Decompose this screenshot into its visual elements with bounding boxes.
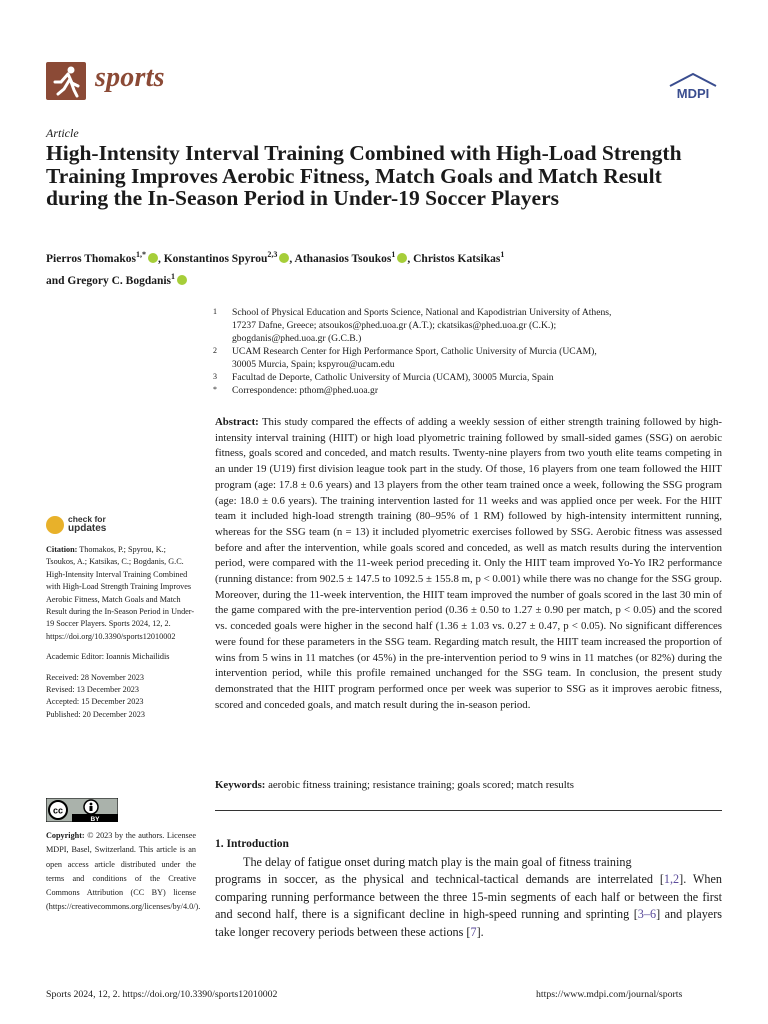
journal-name: sports	[95, 62, 165, 93]
footer-citation: Sports 2024, 12, 2. https://doi.org/10.3390/sports12010002	[46, 989, 278, 1000]
author-affiliation-mark: 2,3	[267, 250, 278, 259]
citation-link[interactable]: 3–6	[637, 907, 657, 921]
abstract-label: Abstract:	[215, 416, 259, 428]
orcid-icon[interactable]	[397, 253, 407, 263]
cc-by-label: BY	[90, 816, 100, 822]
date-published: Published: 20 December 2023	[46, 709, 145, 719]
check-for-updates-button[interactable]	[46, 514, 176, 536]
affiliation-line: gbogdanis@phed.uoa.gr (G.C.B.)	[232, 333, 362, 344]
affiliation-line: 30005 Murcia, Spain; kspyrou@ucam.edu	[232, 359, 395, 370]
mdpi-logo-icon	[666, 72, 720, 102]
affiliation-line: 17237 Dafne, Greece; atsoukos@phed.uoa.gr (A.T.); ckatsikas@phed.uoa.gr (C.K.);	[232, 320, 557, 331]
orcid-icon[interactable]	[148, 253, 158, 263]
date-accepted: Accepted: 15 December 2023	[46, 697, 144, 707]
author-separator: ,	[407, 252, 414, 265]
author-name: Pierros Thomakos	[46, 252, 136, 265]
author-name: Konstantinos Spyrou	[163, 252, 268, 265]
affiliations	[213, 306, 713, 397]
date-revised: Revised: 13 December 2023	[46, 685, 139, 695]
keywords	[215, 778, 722, 793]
keywords-label: Keywords:	[215, 779, 266, 791]
affiliation-mark: 1	[213, 307, 217, 316]
author-name: and Gregory C. Bogdanis	[46, 274, 172, 287]
orcid-icon[interactable]	[279, 253, 289, 263]
intro-first-line: The delay of fatigue onset during match play is the main goal of fitness training	[243, 855, 632, 869]
citation-link[interactable]: 7	[470, 924, 477, 939]
affiliation-item	[213, 306, 713, 345]
check-updates-icon	[46, 516, 64, 534]
affiliation-line: UCAM Research Center for High Performance Sport, Catholic University of Murcia (UCAM),	[232, 346, 597, 357]
svg-text:cc: cc	[52, 805, 64, 816]
article-type: Article	[46, 126, 79, 140]
author-separator: ,	[157, 252, 164, 265]
affiliation-line: Facultad de Deporte, Catholic University of Murcia (UCAM), 30005 Murcia, Spain	[232, 372, 554, 383]
author-affiliation-mark: 1	[500, 250, 505, 259]
copyright-notice: Copyright: © 2023 by the authors. Licensee MDPI, Basel, Switzerland. This article is an open access article distributed under the terms and conditions of the Creative Commons Attribution (CC BY) license (https://creativecommons.org/licenses/by/4.0/).	[46, 831, 201, 912]
date-received: Received: 28 November 2023	[46, 672, 144, 682]
intro-paragraph: programs in soccer, as the physical and technical-tactical demands are interrelated [1,2]. When comparing running performance between the three 15-min segments of each half or between the first and second half, there is a significant decline in high-speed running and sprinting [3–6] and players take longer recovery periods between these actions [7].	[215, 872, 722, 939]
author-name: Christos Katsikas	[413, 252, 501, 265]
author-separator: ,	[289, 252, 295, 265]
affiliation-item	[213, 371, 713, 384]
author-affiliation-mark: 1	[171, 271, 176, 281]
affiliation-mark: 2	[213, 346, 217, 355]
abstract-text: This study compared the effects of adding a weekly session of either strength training followed by high-intensity interval training (HIIT) or high load plyometric training followed by small-sided games (SSG) on aerobic fitness, goals scored and conceded, and match results. Twenty-nine players from two youth elite teams competing in an under 19 (U19) first division league took part in the study. Of those, 16 players from one team followed the HIIT program (age: 17.8 ± 0.6 years) and 13 players from the other team trained once a week, following the SSG program (age: 18.0 ± 0.6 years). The training intervention lasted for 11 weeks and was applied once per week. For the HIIT team it included high-load strength training (80–95% of 1 RM) followed by high-intensity intermittent running, whereas for the SSG team (n = 13) it included plyometric exercises followed by SSG. Aerobic fitness was assessed before and after the intervention, while goals scored and conceded, as well as match results during the intervention period, were compared with the 11-week period preceding it. Only the HIIT team improved Yo-Yo IR2 performance (running distance: from 902.5 ± 147.5 to 1092.5 ± 155.8 m, p < 0.001) while there was no change for the SSG group. Moreover, during the 11-week intervention, the HIIT team improved the number of goals scored in the last 30 min of the game compared with the pre-intervention period (0.36 ± 0.50 to 1.27 ± 0.90 per match, p < 0.05) and the scored vs. conceded goals were higher in the second half (1.36 ± 1.03 vs. 0.27 ± 0.47, p < 0.05). No significant differences were found for these parameters in the SSG team. Regarding match result, the HIIT team increased the proportion of wins from 5 wins in 11 matches (or 45%) in the pre-intervention period to 9 wins in 11 matches (or 82%) during the intervention period, while this profile remained unchanged for the SSG team. In conclusion, the present study demonstrated that the HIIT program performed once per week was superior to SSG as it improves aerobic fitness, scored and conceded goals, and match result during the in-season period.	[215, 416, 722, 711]
cc-by-license-badge[interactable]	[46, 798, 118, 822]
author-affiliation-mark: 1,*	[135, 250, 146, 259]
affiliation-item	[213, 345, 713, 371]
orcid-icon[interactable]	[177, 275, 187, 285]
academic-editor: Academic Editor: Ioannis Michailidis	[46, 652, 170, 662]
affiliation-mark: *	[213, 385, 217, 394]
affiliation-item	[213, 384, 713, 397]
citation: Citation: Thomakos, P.; Spyrou, K.; Tsoukos, A.; Katsikas, C.; Bogdanis, G.C. High-Intensity Interval Training Combined with High-Load Strength Training Improves Aerobic Fitness, Match Goals and Match Result during the In-Season Period in Under-19 Soccer Players. Sports 2024, 12, 2. https://doi.org/10.3390/sports12010002	[46, 545, 195, 641]
abstract	[215, 415, 722, 713]
publisher-name: MDPI	[676, 86, 710, 101]
affiliation-line: Correspondence: pthom@phed.uoa.gr	[232, 385, 379, 396]
journal-logo	[46, 62, 86, 100]
citation-link[interactable]: 1,2	[663, 872, 680, 886]
affiliation-line: School of Physical Education and Sports Science, National and Kapodistrian University of Athens,	[232, 307, 612, 318]
author-affiliation-mark: 1	[391, 250, 396, 259]
section-heading-introduction: 1. Introduction	[215, 838, 289, 850]
page-title: High-Intensity Interval Training Combined with High-Load Strength Training Improves Aerobic Fitness, Match Goals and Match Result during the In-Season Period in Under-19 Soccer Players	[46, 141, 682, 210]
author-name: Athanasios Tsoukos	[294, 252, 392, 265]
author-list	[46, 246, 726, 290]
check-updates-line1: check for	[68, 514, 106, 524]
side-column	[46, 544, 196, 721]
affiliation-mark: 3	[213, 372, 217, 381]
runner-icon	[46, 62, 86, 100]
keywords-text: aerobic fitness training; resistance training; goals scored; match results	[265, 779, 574, 791]
section-divider	[215, 810, 722, 811]
check-updates-line2: updates	[68, 523, 107, 534]
footer-journal-link[interactable]: https://www.mdpi.com/journal/sports	[536, 989, 683, 1000]
